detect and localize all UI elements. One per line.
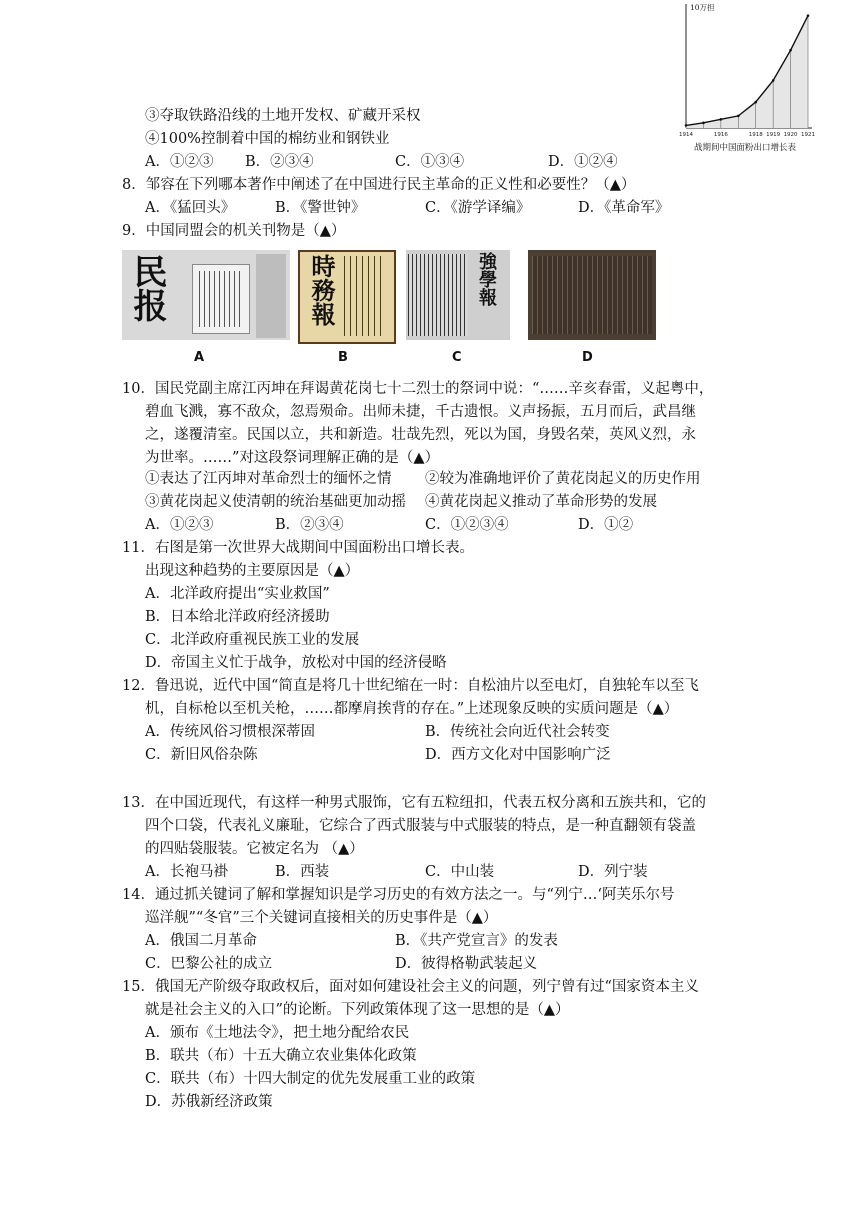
q7-option-a[interactable]: A．①②③ (145, 154, 214, 170)
chart-data-point (720, 118, 723, 121)
q10-line-1: 10．国民党副主席江丙坤在拜谒黄花岗七十二烈士的祭词中说：“……辛亥春雷，义起粤中， (122, 381, 714, 397)
image-label-c: C (452, 350, 462, 365)
chart-data-point (772, 79, 775, 82)
chart-x-tick-label: 1919 (766, 132, 781, 138)
chart-title: 战期间中国面粉出口增长表 (694, 143, 797, 153)
q12-option-d[interactable]: D．西方文化对中国影响广泛 (425, 747, 611, 763)
q10-option-b[interactable]: B．②③④ (275, 517, 344, 533)
q13-line-2: 四个口袋，代表礼义廉耻，它综合了西式服装与中式服装的特点，是一种直翻领有袋盖 (145, 818, 696, 834)
flour-export-chart (676, 0, 816, 160)
q9-stem: 9．中国同盟会的机关刊物是（▲） (122, 223, 346, 239)
chart-data-point (789, 49, 792, 52)
chart-x-tick-label: 1920 (783, 132, 798, 138)
q14-option-c[interactable]: C．巴黎公社的成立 (145, 956, 273, 972)
q10-option-c[interactable]: C．①②③④ (425, 517, 509, 533)
q14-line-2: 巡洋舰”“冬官”三个关键词直接相关的历史事件是（▲） (145, 910, 498, 926)
q7-option-d[interactable]: D．①②④ (548, 154, 618, 170)
chart-data-point (807, 14, 810, 17)
q12-option-c[interactable]: C．新旧风俗杂陈 (145, 747, 258, 763)
q12-option-b[interactable]: B．传统社会向近代社会转变 (425, 724, 610, 740)
minbao-masthead: 民报 (127, 254, 167, 322)
chart-x-tick-label: 1918 (748, 132, 763, 138)
q12-line-1: 12．鲁迅说，近代中国“简直是将几十世纪缩在一时：自松油片以至电灯，自独轮车以至飞 (122, 678, 699, 694)
q10-line-4: 为世率。……”对这段祭词理解正确的是（▲） (145, 450, 440, 466)
q14-option-a[interactable]: A．俄国二月革命 (145, 933, 257, 949)
q13-option-c[interactable]: C．中山装 (425, 864, 495, 880)
newspaper-image-d[interactable] (528, 250, 656, 340)
newspaper-page (192, 264, 250, 334)
q10-option-d[interactable]: D．①② (578, 517, 634, 533)
q15-option-d[interactable]: D．苏俄新经济政策 (145, 1094, 273, 1110)
q10-line-2: 碧血飞溅，寡不敌众，忽焉殒命。出师未捷，千古遗恨。义声扬振，五月而后，武昌继 (145, 404, 696, 420)
q7-option-b[interactable]: B．②③④ (245, 154, 314, 170)
q12-line-2: 机，自标枪以至机关枪，……都摩肩挨背的存在。”上述现象反映的实质问题是（▲） (145, 701, 679, 717)
q11-line-1: 11．右图是第一次世界大战期间中国面粉出口增长表。 (122, 540, 474, 556)
q13-option-b[interactable]: B．西装 (275, 864, 330, 880)
chart-x-tick-label: 1914 (679, 132, 693, 138)
chart-data-point (737, 115, 740, 118)
q11-option-b[interactable]: B．日本给北洋政府经济援助 (145, 609, 330, 625)
shiwubao-masthead: 時務報 (307, 254, 336, 326)
q7-item-3: ③夺取铁路沿线的土地开发权、矿藏开采权 (145, 108, 421, 124)
q15-option-b[interactable]: B．联共（布）十五大确立农业集体化政策 (145, 1048, 417, 1064)
newspaper-image-c[interactable] (406, 250, 510, 340)
q7-item-4: ④100%控制着中国的棉纺业和钢铁业 (145, 131, 390, 147)
q12-option-a[interactable]: A．传统风俗习惯根深蒂固 (145, 724, 315, 740)
q8-stem: 8．邹容在下列哪本著作中阐述了在中国进行民主革命的正义性和必要性？（▲） (122, 177, 636, 193)
q14-option-b[interactable]: B．《共产党宣言》的发表 (395, 933, 558, 949)
chart-y-label: 10万担 (690, 3, 715, 12)
q10-item-1: ①表达了江丙坤对革命烈士的缅怀之情 (145, 471, 392, 487)
image-label-d: D (582, 350, 593, 365)
qiangxuebao-masthead: 強學報 (476, 252, 497, 306)
q8-option-c[interactable]: C．《游学译编》 (425, 200, 531, 216)
q13-option-a[interactable]: A．长袍马褂 (145, 864, 228, 880)
q13-line-3: 的四贴袋服装。它被定名为 （▲） (145, 841, 364, 857)
q15-line-1: 15．俄国无产阶级夺取政权后，面对如何建设社会主义的问题，列宁曾有过“国家资本主义 (122, 979, 699, 995)
q13-option-d[interactable]: D．列宁装 (578, 864, 648, 880)
chart-x-tick-label: 1921 (801, 132, 815, 138)
q14-option-d[interactable]: D．彼得格勒武装起义 (395, 956, 538, 972)
newspaper-image-a[interactable] (122, 250, 290, 340)
q10-item-2: ②较为准确地评价了黄花岗起义的历史作用 (425, 471, 701, 487)
q8-option-b[interactable]: B．《警世钟》 (275, 200, 366, 216)
q10-line-3: 之，遂覆清室。民国以立，共和新造。壮哉先烈，死以为国，身毁名荣，英风义烈，永 (145, 427, 696, 443)
q13-line-1: 13．在中国近现代，有这样一种男式服饰，它有五粒纽扣，代表五权分离和五族共和，它的 (122, 795, 706, 811)
q8-option-a[interactable]: A．《猛回头》 (145, 200, 236, 216)
q10-option-a[interactable]: A．①②③ (145, 517, 214, 533)
q11-line-2: 出现这种趋势的主要原因是（▲） (145, 563, 360, 579)
q15-line-2: 就是社会主义的入口”的论断。下列政策体现了这一思想的是（▲） (145, 1002, 570, 1018)
q11-option-a[interactable]: A．北洋政府提出“实业救国” (145, 586, 330, 602)
image-label-b: B (338, 350, 348, 365)
flour-export-chart-svg (676, 0, 816, 160)
chart-x-tick-label: 1916 (713, 132, 728, 138)
q15-option-c[interactable]: C．联共（布）十四大制定的优先发展重工业的政策 (145, 1071, 476, 1087)
image-label-a: A (194, 350, 205, 365)
chart-data-point (685, 124, 688, 127)
q11-option-c[interactable]: C．北洋政府重视民族工业的发展 (145, 632, 360, 648)
newspaper-image-b[interactable] (298, 250, 396, 344)
chart-area-fill (686, 16, 808, 128)
q8-option-d[interactable]: D．《革命军》 (578, 200, 670, 216)
q10-item-4: ④黄花岗起义推动了革命形势的发展 (425, 494, 657, 510)
chart-data-point (702, 122, 705, 125)
q15-option-a[interactable]: A．颁布《土地法令》，把土地分配给农民 (145, 1025, 410, 1041)
q7-option-c[interactable]: C．①③④ (395, 154, 465, 170)
chart-data-point (754, 101, 757, 104)
q14-line-1: 14．通过抓关键词了解和掌握知识是学习历史的有效方法之一。与“列宁…‘阿芙乐尔号 (122, 887, 675, 903)
q11-option-d[interactable]: D．帝国主义忙于战争，放松对中国的经济侵略 (145, 655, 447, 671)
q10-item-3: ③黄花岗起义使清朝的统治基础更加动摇 (145, 494, 406, 510)
